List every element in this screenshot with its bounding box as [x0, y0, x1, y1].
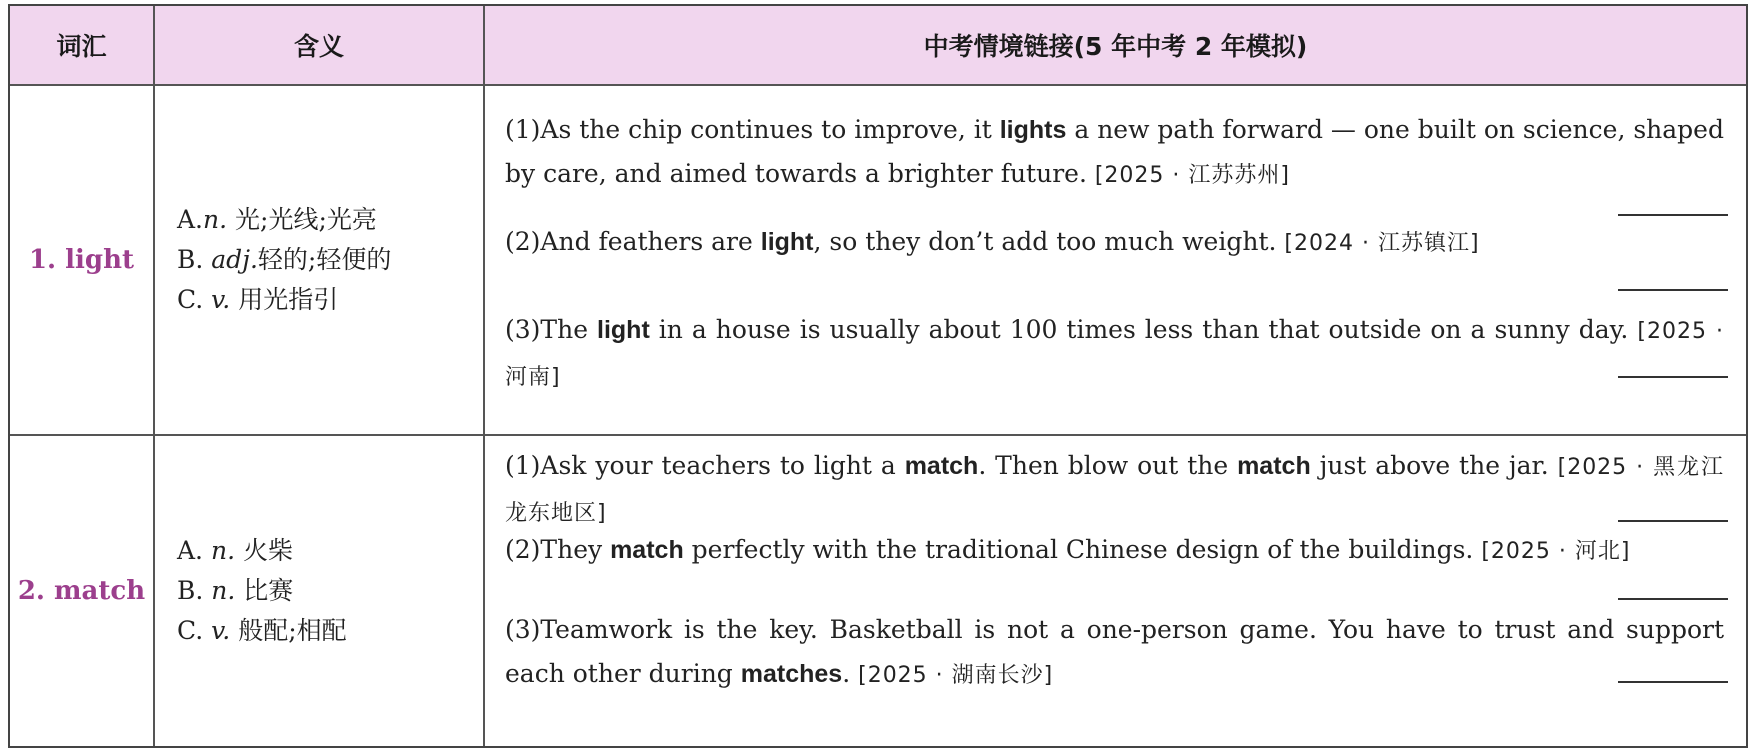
meaning-pos: n.: [210, 536, 236, 565]
header-context: [485, 6, 1746, 86]
example-source: [2025 · 河南]: [505, 319, 1724, 390]
meaning-text: 火柴: [242, 536, 293, 565]
header-vocabulary-label: 词汇: [56, 32, 107, 61]
meaning-letter: B.: [177, 245, 204, 274]
example-source: [2025 · 江苏苏州]: [1094, 163, 1290, 188]
word-match: 2. match: [17, 576, 146, 606]
word-cell-match: [10, 436, 155, 746]
meaning-item: [177, 240, 483, 280]
meaning-item: [177, 571, 483, 611]
example-number: (2): [505, 227, 541, 256]
example-keyword: match: [904, 452, 979, 480]
example-text: They: [540, 535, 611, 564]
example-text: . Then blow out the: [978, 451, 1238, 480]
meaning-pos: v.: [211, 285, 231, 314]
example-text: a new path forward — one built on science, shaped by care, and aimed towards a brighter future.: [505, 115, 1724, 188]
example-sentence: [505, 308, 1724, 400]
meaning-text: 比赛: [243, 576, 294, 605]
examples-cell-light: [485, 86, 1746, 436]
answer-blank[interactable]: [1618, 289, 1728, 291]
meaning-item: [177, 531, 483, 571]
example-text: , so they don’t add too much weight.: [813, 227, 1285, 256]
example-keyword: light: [760, 228, 814, 256]
example-sentence: [505, 220, 1724, 266]
meaning-pos: v.: [211, 616, 231, 645]
meaning-pos: n.: [211, 576, 236, 605]
meaning-pos: n.: [203, 205, 228, 234]
example-text: Teamwork is the key. Basketball is not a one-person game. You have to trust and support each other during: [505, 615, 1724, 688]
example-text: As the chip continues to improve, it: [540, 115, 1000, 144]
meaning-item: [177, 611, 483, 651]
example-text: The: [540, 315, 598, 344]
example-text: in a house is usually about 100 times less than that outside on a sunny day.: [649, 315, 1638, 344]
answer-blank[interactable]: [1618, 520, 1728, 522]
meaning-text: 用光指引: [238, 285, 339, 314]
example-text: just above the jar.: [1310, 451, 1558, 480]
example-source: [2025 · 湖南长沙]: [858, 663, 1054, 688]
example-number: (3): [505, 315, 541, 344]
example-keyword: lights: [999, 116, 1067, 144]
header-vocabulary: [10, 6, 155, 86]
example-source: [2024 · 江苏镇江]: [1284, 231, 1480, 256]
example-source: [2025 · 黑龙江龙东地区]: [505, 455, 1724, 526]
example-text: perfectly with the traditional Chinese design of the buildings.: [683, 535, 1482, 564]
meaning-item: [177, 280, 483, 320]
example-text: Ask your teachers to light a: [540, 451, 905, 480]
meaning-text: 光;光线;光亮: [235, 205, 377, 234]
meaning-cell-match: [155, 436, 485, 746]
examples-cell-match: [485, 436, 1746, 746]
example-number: (1): [505, 115, 541, 144]
answer-blank[interactable]: [1618, 376, 1728, 378]
example-text: .: [842, 659, 859, 688]
meaning-pos: adj.: [211, 245, 258, 274]
example-number: (2): [505, 535, 541, 564]
example-keyword: matches: [740, 660, 843, 688]
meaning-text: 般配;相配: [238, 616, 347, 645]
meaning-text: 轻的;轻便的: [257, 245, 392, 274]
word-light: 1. light: [28, 245, 135, 275]
header-context-label: 中考情境链接(5 年中考 2 年模拟): [923, 32, 1308, 61]
example-keyword: light: [597, 316, 650, 344]
example-sentence: [505, 528, 1724, 574]
word-cell-light: [10, 86, 155, 436]
meaning-letter: C.: [177, 285, 204, 314]
header-meaning: [155, 6, 485, 86]
example-number: (1): [505, 451, 541, 480]
example-source: [2025 · 河北]: [1481, 539, 1631, 564]
meaning-cell-light: [155, 86, 485, 436]
meaning-letter: C.: [177, 616, 204, 645]
header-meaning-label: 含义: [293, 32, 344, 61]
meaning-letter: A.: [177, 205, 204, 234]
meaning-letter: A.: [177, 536, 204, 565]
example-sentence: [505, 444, 1724, 536]
meaning-letter: B.: [177, 576, 204, 605]
answer-blank[interactable]: [1618, 681, 1728, 683]
example-sentence: [505, 608, 1724, 698]
example-keyword: match: [610, 536, 684, 564]
answer-blank[interactable]: [1618, 598, 1728, 600]
example-sentence: [505, 108, 1724, 198]
example-number: (3): [505, 615, 541, 644]
example-keyword: match: [1237, 452, 1311, 480]
vocabulary-table: [8, 4, 1748, 748]
answer-blank[interactable]: [1618, 214, 1728, 216]
meaning-item: [177, 200, 483, 240]
example-text: And feathers are: [540, 227, 761, 256]
